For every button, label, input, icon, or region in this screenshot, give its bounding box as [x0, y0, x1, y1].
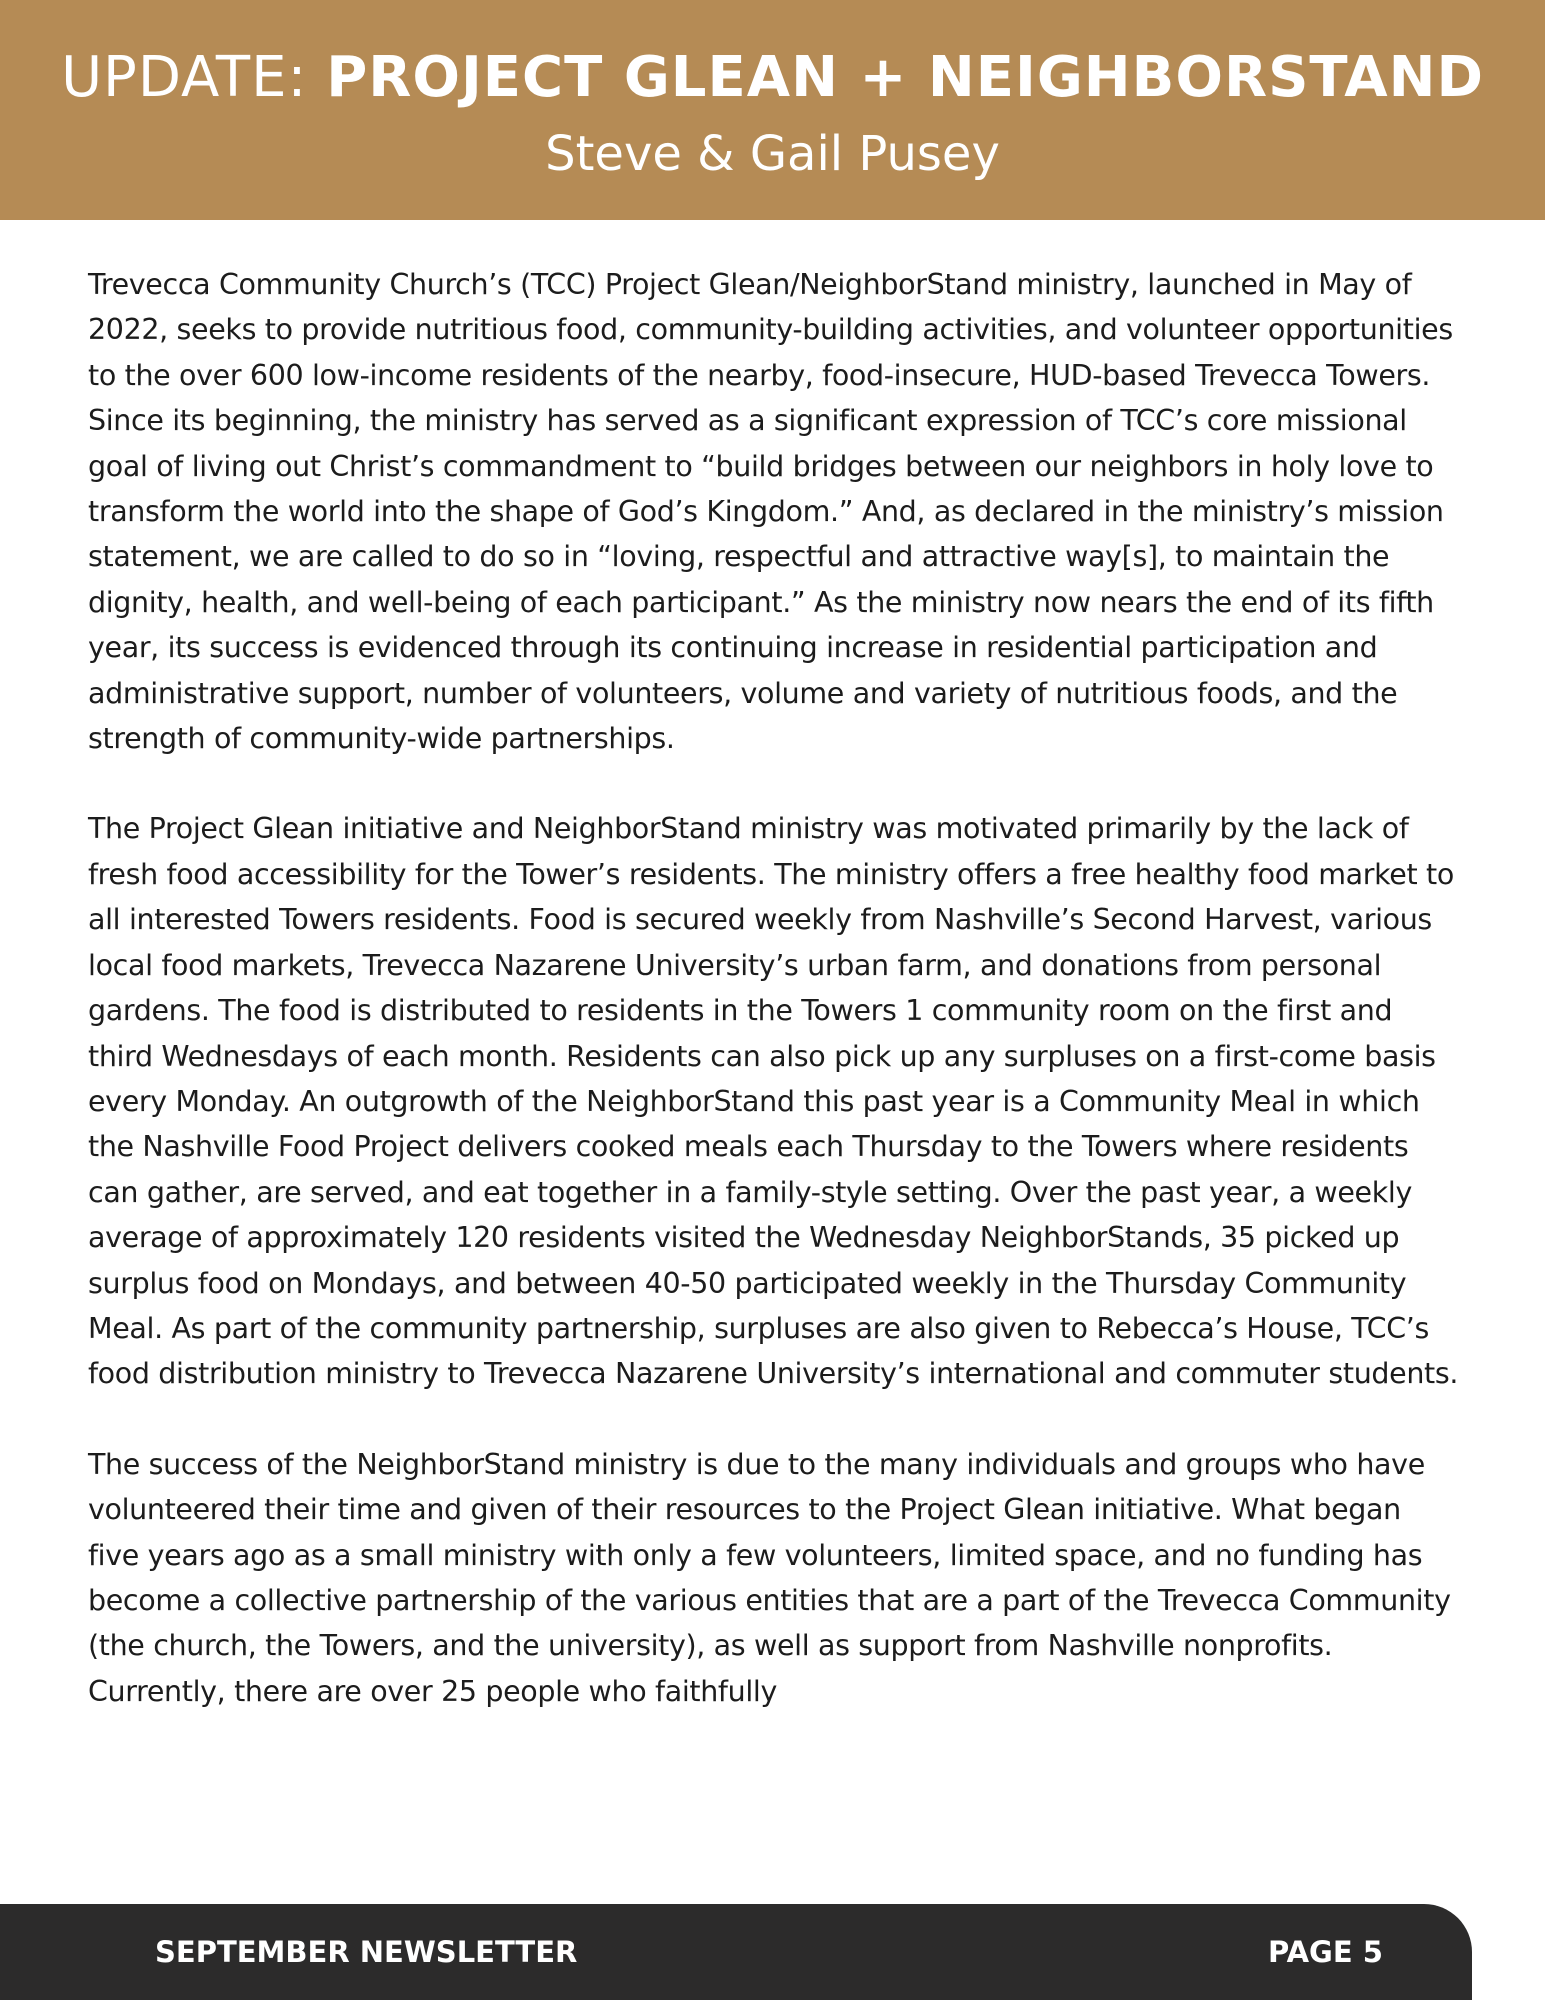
- newsletter-label: SEPTEMBER NEWSLETTER: [155, 1935, 578, 1969]
- page-number: PAGE 5: [1268, 1935, 1383, 1969]
- paragraph-1: Trevecca Community Church’s (TCC) Project Glean/NeighborStand ministry, launched in May of 2022, seeks to provide nutritious food, community-building activities, and volunteer opportunities to the over 600 low-income residents of the nearby, food-insecure, HUD-based Trevecca Towers. Since its beginning, the ministry has served as a significant expression of TCC’s core missional goal of living out Christ’s commandment to “build bridges between our neighbors in holy love to transform the world into the shape of God’s Kingdom.” And, as declared in the ministry’s mission statement, we are called to do so in “loving, respectful and attractive way[s], to maintain the dignity, health, and well-being of each participant.” As the ministry now nears the end of its fifth year, its success is evidenced through its continuing increase in residential participation and administrative support, number of volunteers, volume and variety of nutritious foods, and the strength of community-wide partnerships.: [88, 268, 1453, 756]
- header-banner: [0, 0, 1545, 220]
- page-title: [0, 40, 1545, 116]
- paragraph-2: The Project Glean initiative and NeighborStand ministry was motivated primarily by the lack of fresh food accessibility for the Tower’s residents. The ministry offers a free healthy food market to all interested Towers residents. Food is secured weekly from Nashville’s Second Harvest, various local food markets, Trevecca Nazarene University’s urban farm, and donations from personal gardens. The food is distributed to residents in the Towers 1 community room on the first and third Wednesdays of each month. Residents can also pick up any surpluses on a first-come basis every Monday. An outgrowth of the NeighborStand this past year is a Community Meal in which the Nashville Food Project delivers cooked meals each Thursday to the Towers where residents can gather, are served, and eat together in a family-style setting. Over the past year, a weekly average of approximately 120 residents visited the Wednesday NeighborStands, 35 picked up surplus food on Mondays, and between 40-50 participated weekly in the Thursday Community Meal. As part of the community partnership, surpluses are also given to Rebecca’s House, TCC’s food distribution ministry to Trevecca Nazarene University’s international and commuter students.: [88, 812, 1459, 1391]
- title-main: PROJECT GLEAN + NEIGHBORSTAND: [326, 45, 1484, 110]
- title-prefix: UPDATE:: [61, 45, 327, 110]
- footer-bar: [0, 1904, 1472, 2000]
- paragraph-3: The success of the NeighborStand ministry is due to the many individuals and groups who have volunteered their time and given of their resources to the Project Glean initiative. What began five years ago as a small ministry with only a few volunteers, limited space, and no funding has become a collective partnership of the various entities that are a part of the Trevecca Community (the church, the Towers, and the university), as well as support from Nashville nonprofits. Currently, there are over 25 people who faithfully: [88, 1447, 1451, 1708]
- article-body: [88, 262, 1460, 1759]
- author-byline: Steve & Gail Pusey: [545, 126, 1000, 182]
